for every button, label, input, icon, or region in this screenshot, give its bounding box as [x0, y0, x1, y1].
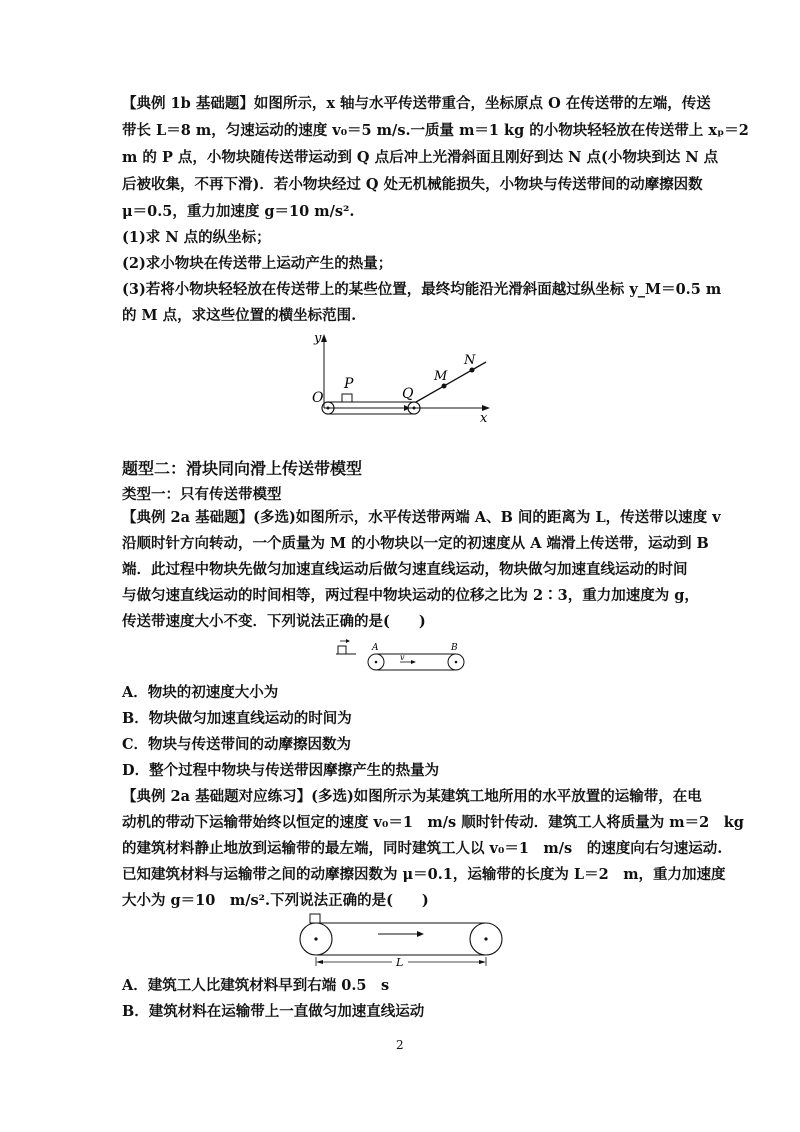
origin-label: O [312, 390, 324, 406]
practice-2a-line-5: 大小为 g＝10 m/s².下列说法正确的是( ) [122, 892, 429, 909]
practice-option-b: B．建筑材料在运输带上一直做匀加速直线运动 [122, 1003, 425, 1020]
option-a: A．物块的初速度大小为 [122, 684, 279, 701]
practice-2a-line-4: 已知建筑材料与运输带之间的动摩擦因数为 μ＝0.1，运输带的长度为 L＝2 m，重力加速度 [122, 866, 726, 883]
point-p-label: P [344, 376, 354, 392]
conveyor-incline-figure [300, 328, 500, 424]
example-1b-line-5: μ＝0.5，重力加速度 g＝10 m/s². [122, 203, 355, 220]
example-1b-line-2: 带长 L＝8 m，匀速运动的速度 v₀＝5 m/s.一质量 m＝1 kg 的小物块轻轻放在传送带上 xₚ＝2 [122, 122, 749, 139]
practice-2a-line-3: 的建筑材料静止地放到运输带的最左端，同时建筑工人以 v₀＝1 m/s 的速度向右匀速运动. [122, 840, 723, 857]
horizontal-conveyor-figure [334, 636, 474, 674]
subsection-title: 类型一：只有传送带模型 [122, 487, 282, 503]
example-1b-line-3: m 的 P 点，小物块随传送带运动到 Q 点后冲上光滑斜面且刚好到达 N 点(小物块到达 N 点 [122, 149, 719, 166]
option-b: B．物块做匀加速直线运动的时间为 [122, 710, 352, 727]
end-a-label: A [372, 643, 379, 653]
section-title: 题型二：滑块同向滑上传送带模型 [122, 459, 363, 478]
transport-belt-figure [296, 912, 508, 970]
example-2a-line-1: 【典例 2a 基础题】(多选)如图所示，水平传送带两端 A、B 间的距离为 L，传送带以速度 v [122, 509, 721, 526]
practice-option-a: A．建筑工人比建筑材料早到右端 0.5 s [122, 977, 390, 994]
y-axis-label: y [314, 331, 322, 346]
example-2a-line-3: 端．此过程中物块先做匀加速直线运动后做匀速直线运动，物块做匀加速直线运动的时间 [122, 561, 688, 578]
example-2a-line-4: 与做匀速直线运动的时间相等，两过程中物块运动的位移之比为 2∶3，重力加速度为 g， [122, 587, 699, 604]
question-1: (1)求 N 点的纵坐标； [122, 229, 271, 246]
question-3-line-1: (3)若将小物块轻轻放在传送带上的某些位置，最终均能沿光滑斜面越过纵坐标 y_M＝0.5 m [122, 281, 722, 298]
practice-2a-line-1: 【典例 2a 基础题对应练习】(多选)如图所示为某建筑工地所用的水平放置的运输带，在电 [122, 788, 702, 805]
option-c: C．物块与传送带间的动摩擦因数为 [122, 736, 352, 753]
question-3-line-2: 的 M 点，求这些位置的横坐标范围. [122, 307, 357, 324]
practice-2a-line-2: 动机的带动下运输带始终以恒定的速度 v₀＝1 m/s 顺时针传动．建筑工人将质量为 m＝2 kg [122, 814, 744, 831]
page-number: 2 [396, 1038, 404, 1052]
example-1b-line-4: 后被收集，不再下滑)．若小物块经过 Q 处无机械能损失，小物块与传送带间的动摩擦因数 [122, 176, 703, 193]
belt-speed-label: v [400, 653, 405, 662]
x-axis-label: x [480, 411, 488, 424]
example-2a-line-5: 传送带速度大小不变．下列说法正确的是( ) [122, 613, 426, 630]
example-2a-line-2: 沿顺时针方向转动，一个质量为 M 的小物块以一定的初速度从 A 端滑上传送带，运动到 B [122, 535, 709, 552]
point-n-label: N [464, 353, 476, 368]
option-d: D．整个过程中物块与传送带因摩擦产生的热量为 [122, 762, 440, 779]
point-m-label: M [434, 369, 448, 384]
belt-length-label: L [396, 956, 404, 969]
point-q-label: Q [402, 386, 414, 402]
question-2: (2)求小物块在传送带上运动产生的热量； [122, 255, 393, 272]
end-b-label: B [451, 643, 458, 653]
example-1b-line-1: 【典例 1b 基础题】如图所示，x 轴与水平传送带重合，坐标原点 O 在传送带的左端，传送 [122, 95, 711, 112]
